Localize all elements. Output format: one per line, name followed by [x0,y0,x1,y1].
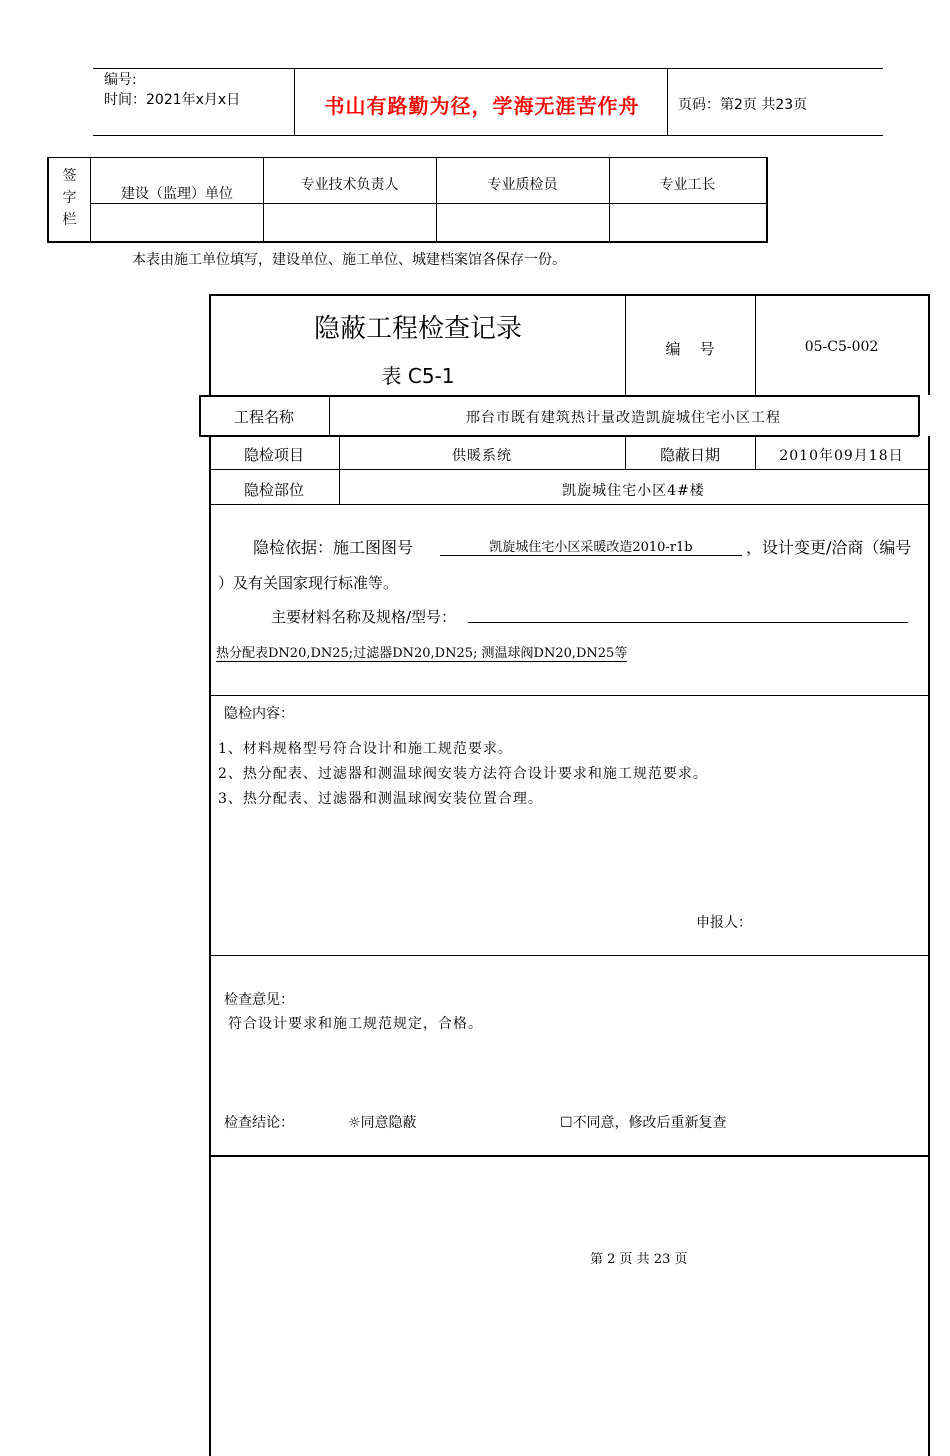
opinion-value: 符合设计要求和施工规范规定，合格。 [228,1016,483,1032]
footer-page-number: 第 2 页 共 23 页 [590,1252,688,1267]
material-value: 热分配表DN20,DN25;过滤器DN20,DN25; 测温球阀DN20,DN25等 [216,642,627,662]
project-name-label: 工程名称 [233,408,294,426]
form-title: 隐蔽工程检查记录 [313,314,522,344]
form-number-label: 编 号 [665,340,715,358]
hidden-date-label: 隐蔽日期 [659,446,720,464]
checkbox-icon: ☐ [560,1115,573,1131]
hidden-date-value: 2010年09月18日 [779,448,904,464]
content-label: 隐检内容： [224,706,294,722]
signature-col-construction-unit: 建设（监理）单位 [121,186,233,202]
header-top-rule [93,68,883,69]
basis-line2: ）及有关国家现行标准等。 [218,574,399,592]
basis-suffix: ，设计变更/洽商（编号 [746,538,912,557]
applicant-label: 申报人： [696,915,752,931]
disagree-label: 不同意，修改后重新复查 [572,1115,727,1131]
form-subtitle: 表 C5-1 [381,364,455,388]
signature-col-foreman: 专业工长 [659,177,716,193]
header-divider-1 [294,68,295,135]
content-item-1: 1、材料规格型号符合设计和施工规范要求。 [218,741,513,757]
inspect-part-label: 隐检部位 [243,481,304,499]
inspect-item-value: 供暖系统 [452,448,512,464]
header-code-label: 编号: [104,72,137,88]
header-motto: 书山有路勤为径，学海无涯苦作舟 [324,94,640,118]
material-blank-line [468,622,908,623]
signature-side-label: 签 字 栏 [49,158,91,242]
agree-option[interactable] [348,1112,417,1132]
inspect-part-value: 凯旋城住宅小区4#楼 [562,483,705,499]
basis-drawing-number: 凯旋城住宅小区采暖改造2010-r1b [440,536,742,556]
header-page-info: 页码：第2页 共23页 [678,97,808,113]
opinion-label: 检查意见： [224,992,294,1008]
signature-table [47,157,768,243]
signature-col-tech-lead: 专业技术负责人 [300,177,399,193]
content-item-2: 2、热分配表、过滤器和测温球阀安装方法符合设计要求和施工规范要求。 [218,766,708,782]
content-item-3: 3、热分配表、过滤器和测温球阀安装位置合理。 [218,791,543,807]
inspect-item-label: 隐检项目 [243,446,304,464]
basis-prefix: 隐检依据：施工图图号 [253,538,414,557]
form-number-value: 05-C5-002 [804,339,879,355]
header-time: 时间：2021年x月x日 [104,92,241,108]
retention-note: 本表由施工单位填写，建设单位、施工单位、城建档案馆各保存一份。 [132,252,566,268]
project-name-value: 邢台市既有建筑热计量改造凯旋城住宅小区工程 [466,410,781,426]
agree-label: 同意隐蔽 [360,1115,417,1131]
conclusion-label: 检查结论： [224,1115,294,1131]
sun-icon: ☼ [348,1115,361,1131]
signature-col-quality-inspector: 专业质检员 [487,177,558,193]
disagree-option[interactable] [560,1112,727,1132]
header-bottom-rule [93,135,883,136]
material-label: 主要材料名称及规格/型号： [271,608,457,626]
